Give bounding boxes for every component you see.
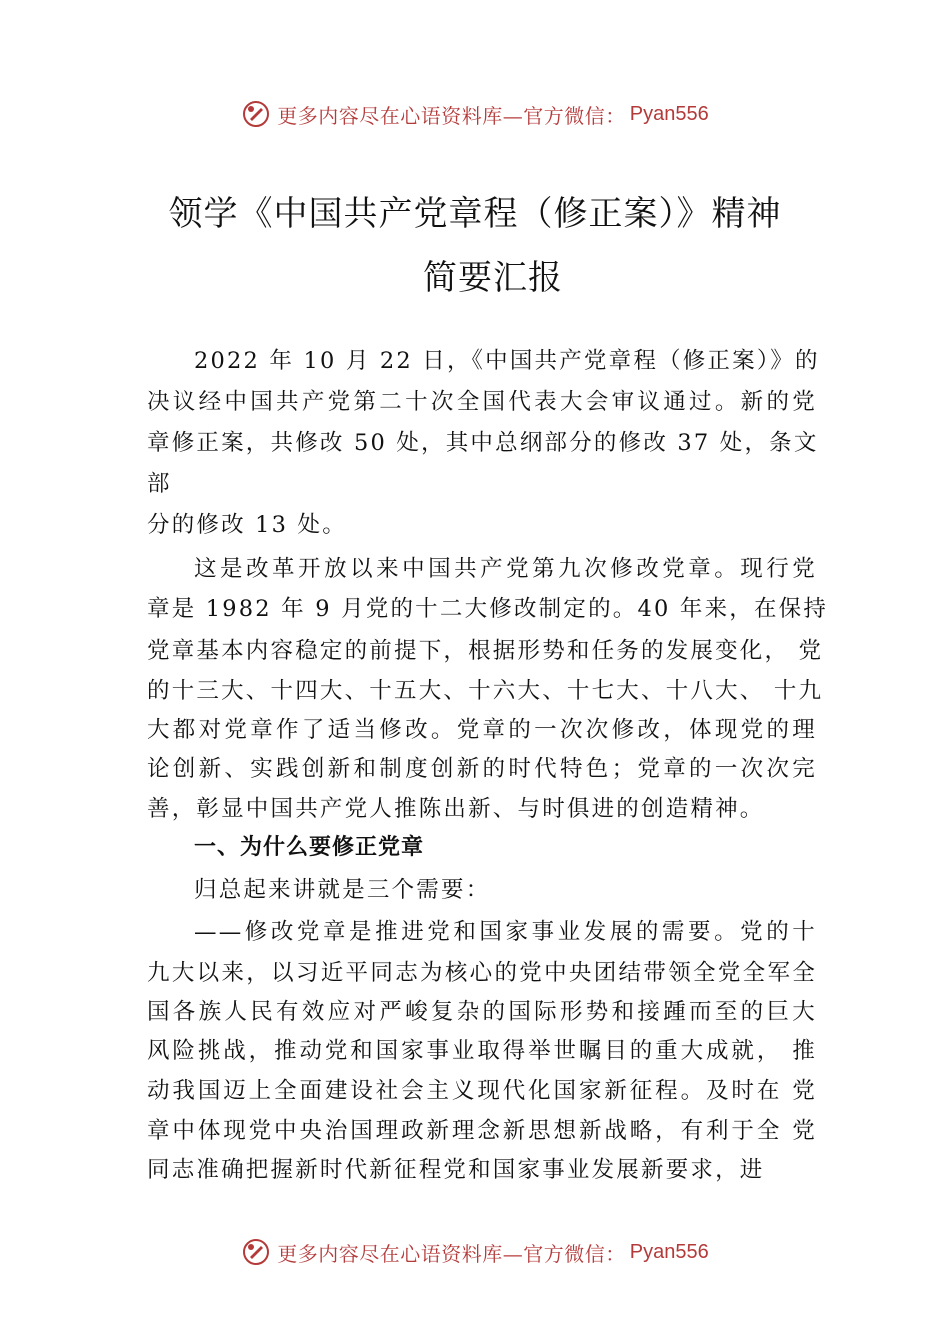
section-line: 国各族人民有效应对严峻复杂的国际形势和接踵而至的巨大	[147, 999, 817, 1025]
logo-icon	[241, 99, 271, 129]
section-line: 动我国迈上全面建设社会主义现代化国家新征程。及时在 党	[147, 1078, 817, 1104]
watermark-handle: Pyan556	[629, 1240, 709, 1263]
watermark-handle: Pyan556	[629, 102, 709, 125]
paragraph2-line: 善，彰显中国共产党人推陈出新、与时俱进的创造精神。	[147, 796, 765, 822]
watermark-footer	[0, 1232, 950, 1272]
document-subtitle: 简要汇报	[423, 258, 563, 298]
document-title: 领学《中国共产党章程（修正案）》精神	[168, 194, 782, 234]
section-line: 章中体现党中央治国理政新理念新思想新战略，有利于全 党	[147, 1118, 817, 1144]
section-line: 九大以来，以习近平同志为核心的党中央团结带领全党全军全	[147, 960, 817, 986]
paragraph2-line: 党章基本内容稳定的前提下，根据形势和任务的发展变化， 党	[147, 638, 824, 664]
paragraph1-line: 部	[147, 471, 172, 497]
section-line: ——修改党章是推进党和国家事业发展的需要。党的十	[194, 919, 817, 945]
section-line: 风险挑战，推动党和国家事业取得举世瞩目的重大成就， 推	[147, 1038, 817, 1064]
watermark-text: 更多内容尽在心语资料库—官方微信：	[277, 1241, 626, 1266]
paragraph2-line: 这是改革开放以来中国共产党第九次修改党章。现行党	[194, 556, 817, 582]
section-line: 同志准确把握新时代新征程党和国家事业发展新要求，进	[147, 1157, 765, 1183]
paragraph1-line: 决议经中国共产党第二十次全国代表大会审议通过。新的党	[147, 389, 817, 415]
paragraph2-line: 论创新、实践创新和制度创新的时代特色；党章的一次次完	[147, 756, 817, 782]
paragraph1-line: 章修正案，共修改 50 处，其中总纲部分的修改 37 处，条文	[147, 430, 819, 456]
section-heading: 一、为什么要修正党章	[194, 835, 425, 860]
watermark-header	[0, 94, 950, 134]
paragraph1-line: 2022 年 10 月 22 日，《中国共产党章程（修正案）》的	[194, 348, 820, 374]
section-intro: 归总起来讲就是三个需要：	[194, 877, 491, 903]
paragraph2-line: 的十三大、十四大、十五大、十六大、十七大、十八大、 十九	[147, 678, 824, 704]
watermark-text: 更多内容尽在心语资料库—官方微信：	[277, 103, 626, 128]
logo-icon	[241, 1237, 271, 1267]
paragraph2-line: 章是 1982 年 9 月党的十二大修改制定的。40 年来，在保持	[147, 596, 829, 622]
paragraph2-line: 大都对党章作了适当修改。党章的一次次修改，体现党的理	[147, 717, 817, 743]
paragraph1-line: 分的修改 13 处。	[147, 512, 347, 538]
